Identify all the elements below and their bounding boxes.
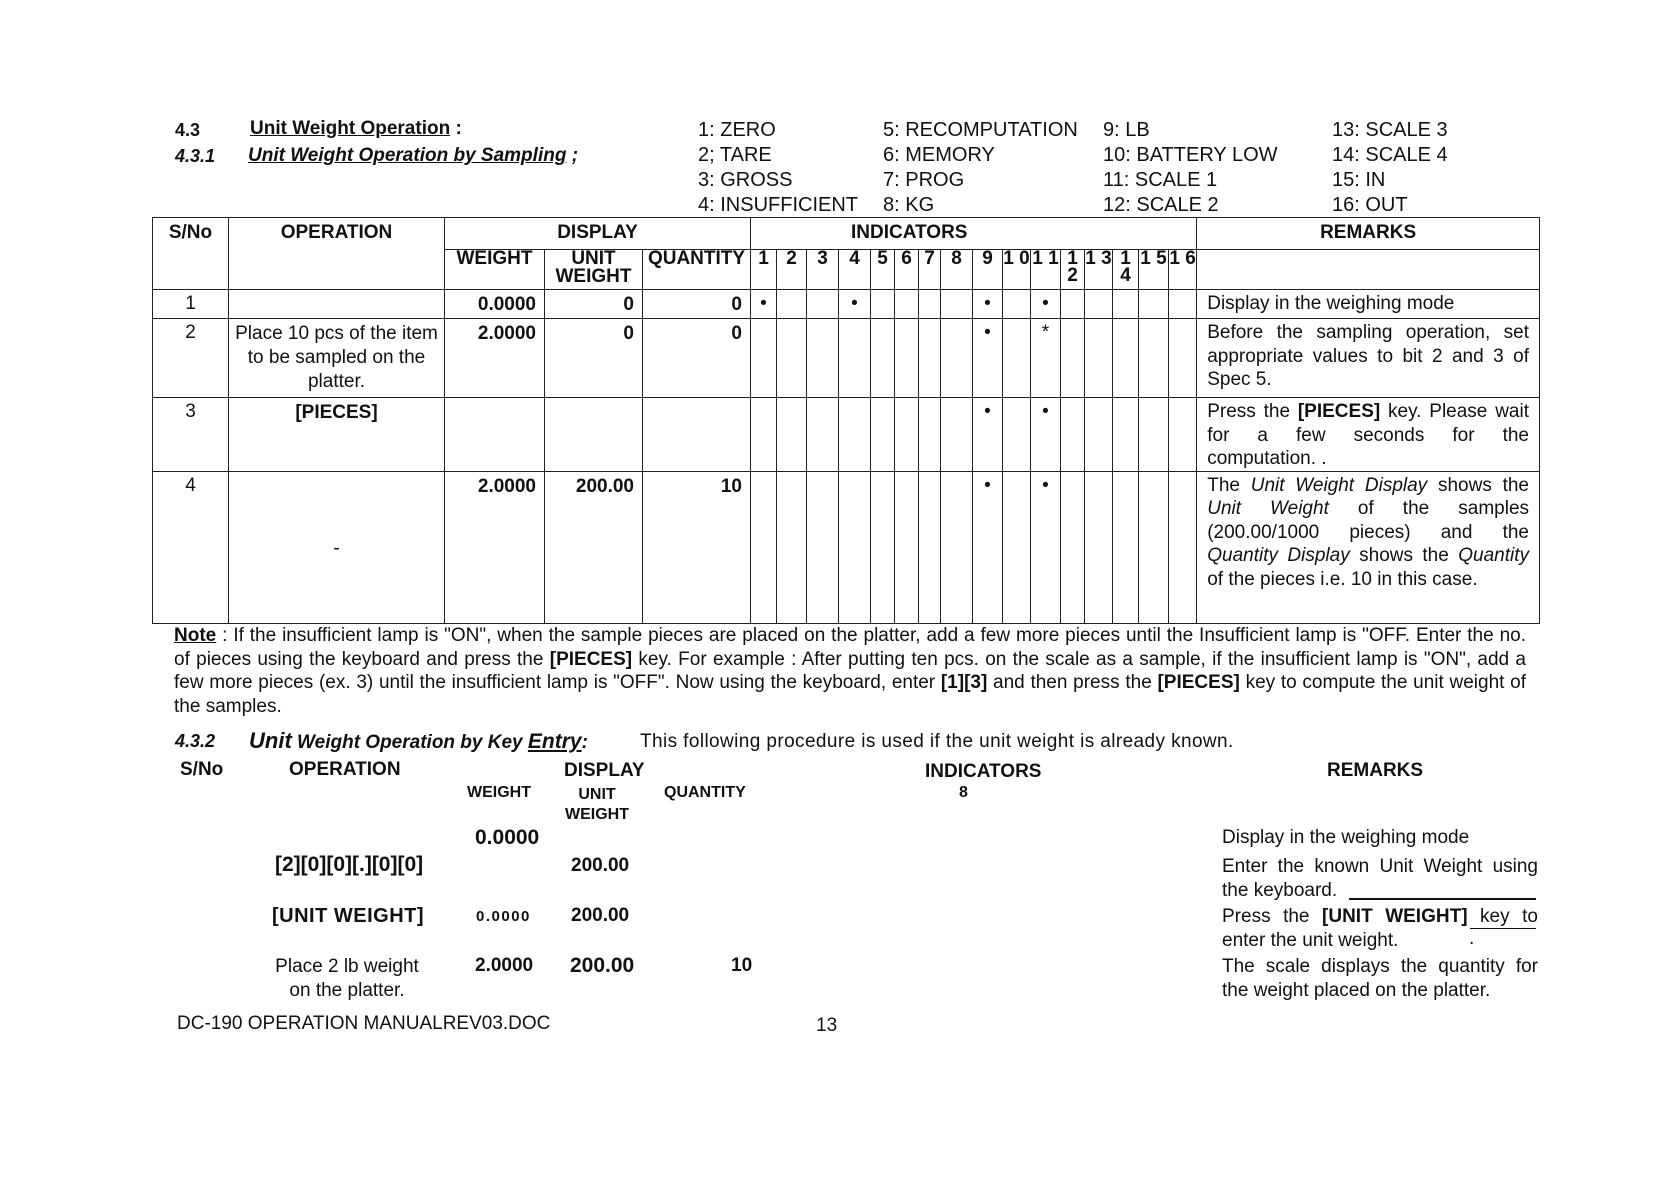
indicator-mark <box>1113 398 1139 472</box>
indicator-mark: • <box>973 471 1003 623</box>
indicator-mark: • <box>751 290 777 319</box>
indicator-mark <box>807 290 839 319</box>
note-key: [1][3] <box>940 672 988 693</box>
note-key: [PIECES] <box>549 648 633 670</box>
indicator-mark <box>1085 290 1113 319</box>
row-sno: 3 <box>153 398 229 472</box>
legend-item: 10: BATTERY LOW <box>1103 144 1278 166</box>
indicator-mark <box>839 398 871 472</box>
section2-title-d: : <box>581 732 588 753</box>
t2-row2-unit-weight: 200.00 <box>571 855 630 876</box>
indicator-mark <box>777 471 807 623</box>
indicator-mark <box>895 290 919 319</box>
legend-item: 11: SCALE 1 <box>1103 169 1218 191</box>
header-weight: WEIGHT <box>445 250 545 290</box>
footer-doc-name: DC-190 OPERATION MANUALREV03.DOC <box>177 1013 551 1034</box>
remark-text: shows the <box>1349 545 1459 566</box>
indicator-mark <box>1169 319 1197 398</box>
indicator-number: 4 <box>839 250 871 290</box>
remark-text: Press the <box>1222 906 1323 927</box>
remark-em: Unit Weight <box>1250 474 1355 496</box>
indicator-mark <box>807 319 839 398</box>
divider <box>1470 928 1536 929</box>
remark-em: Display <box>1364 474 1428 496</box>
row-weight <box>445 398 545 472</box>
indicator-mark <box>919 290 941 319</box>
indicator-mark <box>919 319 941 398</box>
indicator-number: 1 3 <box>1085 250 1113 290</box>
indicator-mark <box>1113 471 1139 623</box>
legend-item: 13: SCALE 3 <box>1332 119 1448 141</box>
indicator-mark <box>1061 471 1085 623</box>
indicator-number: 7 <box>919 250 941 290</box>
table-row <box>153 319 1540 398</box>
row-weight: 2.0000 <box>445 471 545 623</box>
indicator-mark <box>1139 290 1169 319</box>
remark-em: Display <box>1287 545 1350 566</box>
t2-row4-weight: 2.0000 <box>475 955 534 976</box>
subsection-number: 4.3.1 <box>175 146 216 166</box>
t2-row4-unit-weight: 200.00 <box>570 954 635 977</box>
indicator-mark <box>871 319 895 398</box>
indicator-mark <box>919 398 941 472</box>
t2-header-weight: WEIGHT <box>467 784 531 801</box>
section-title <box>250 118 462 140</box>
indicator-number: 6 <box>895 250 919 290</box>
header-sno: S/No <box>153 218 229 290</box>
section2-title-a: Unit <box>249 728 292 753</box>
t2-row3-unit-weight: 200.00 <box>571 905 630 926</box>
remark-text: key to enter the unit weight. <box>1222 906 1538 951</box>
t2-header-unit-weight: UNIT WEIGHT <box>565 786 629 823</box>
indicator-mark <box>1139 471 1169 623</box>
indicator-number: 1 1 <box>1031 250 1061 290</box>
indicator-mark <box>1085 319 1113 398</box>
row-quantity: 0 <box>643 290 751 319</box>
header-operation: OPERATION <box>229 218 445 290</box>
indicator-mark <box>1113 319 1139 398</box>
header-display: DISPLAY <box>445 218 751 250</box>
indicator-mark <box>1061 398 1085 472</box>
t2-row4-operation: Place 2 lb weight on the platter. <box>275 956 419 1001</box>
legend-item: 7: PROG <box>883 169 965 191</box>
t2-header-quantity: QUANTITY <box>664 784 746 801</box>
legend-item: 1: ZERO <box>698 119 776 141</box>
indicator-mark <box>1003 471 1031 623</box>
indicator-mark <box>1003 290 1031 319</box>
remark-em: Unit Weight <box>1207 498 1329 519</box>
note-text: key. For example : After putting ten pcs. on the scale as a sample, if the insufficient lamp is "ON", add a few more pieces (ex. 3) until the insufficient lamp is "OFF". Now using the keyboard, enter <box>174 648 1526 693</box>
indicator-number: 2 <box>777 250 807 290</box>
legend-col-3 <box>1103 118 1278 218</box>
row-remark: Display in the weighing mode <box>1197 290 1540 319</box>
indicator-number: 1 2 <box>1061 250 1085 290</box>
row-weight: 0.0000 <box>445 290 545 319</box>
note-text: key to compute the unit weight of the samples. <box>174 672 1527 717</box>
section-number: 4.3 <box>175 120 201 140</box>
indicator-mark <box>751 398 777 472</box>
row-sno: 1 <box>153 290 229 319</box>
indicator-mark <box>1139 319 1169 398</box>
row-unit-weight: 200.00 <box>545 471 643 623</box>
indicator-mark <box>1061 290 1085 319</box>
legend-col-4 <box>1332 118 1448 218</box>
t2-row4-remark: The scale displays the quantity for the weight placed on the platter. <box>1222 956 1538 1001</box>
legend-item: 5: RECOMPUTATION <box>883 119 1078 141</box>
legend-col-1 <box>698 118 858 218</box>
t2-row3-trailing: . <box>1469 928 1475 949</box>
t2-row2-remark: Enter the known Unit Weight using the keyboard. <box>1222 856 1538 901</box>
indicator-mark: • <box>973 290 1003 319</box>
row-quantity: 10 <box>643 471 751 623</box>
header-quantity: QUANTITY <box>643 250 751 290</box>
remark-text: key. Please wait for a few seconds for the computation. . <box>1207 401 1529 469</box>
section2-intro: This following procedure is used if the unit weight is already known. <box>640 731 1234 752</box>
legend-item: 3: GROSS <box>698 169 793 191</box>
indicator-number: 3 <box>807 250 839 290</box>
indicator-number: 1 5 <box>1139 250 1169 290</box>
indicator-mark <box>1169 471 1197 623</box>
table-row <box>153 471 1540 623</box>
t2-header-sno: S/No <box>180 759 224 780</box>
row-unit-weight <box>545 398 643 472</box>
remark-text: Press the <box>1207 401 1298 422</box>
t2-row3-weight: 0.0000 <box>476 908 531 925</box>
legend-item: 6: MEMORY <box>883 144 995 166</box>
header-unit-weight: UNIT WEIGHT <box>545 250 643 290</box>
remark-text: of the pieces i.e. 10 in this case. <box>1207 568 1478 590</box>
header-remarks: REMARKS <box>1197 218 1540 250</box>
row-sno: 2 <box>153 319 229 398</box>
indicator-mark: • <box>1031 290 1061 319</box>
indicator-number: 1 6 <box>1169 250 1197 290</box>
indicator-number: 5 <box>871 250 895 290</box>
note-key: [PIECES] <box>1157 672 1240 693</box>
table-row <box>153 398 1540 472</box>
remark-em: Quantity <box>1458 545 1529 566</box>
indicator-mark <box>751 319 777 398</box>
t2-row3-operation: [UNIT WEIGHT] <box>272 905 425 927</box>
indicator-mark <box>895 471 919 623</box>
indicator-number: 9 <box>973 250 1003 290</box>
t2-header-remarks: REMARKS <box>1327 760 1424 781</box>
table-row <box>153 290 1540 319</box>
indicator-mark: • <box>973 398 1003 472</box>
remark-text <box>1354 475 1365 496</box>
row-operation <box>229 290 445 319</box>
t2-header-indicator-number: 8 <box>959 784 968 801</box>
indicator-mark <box>1085 398 1113 472</box>
indicator-mark <box>941 398 973 472</box>
legend-item: 8: KG <box>883 194 935 216</box>
indicator-mark: • <box>1031 471 1061 623</box>
header-indicators: INDICATORS <box>751 218 1197 250</box>
row-operation: [PIECES] <box>229 398 445 472</box>
indicator-mark <box>1085 471 1113 623</box>
legend-item: 12: SCALE 2 <box>1103 194 1219 216</box>
indicator-mark <box>777 398 807 472</box>
indicator-mark: * <box>1031 319 1061 398</box>
subsection-end: ; <box>571 145 579 166</box>
indicator-mark <box>871 290 895 319</box>
row-quantity: 0 <box>643 319 751 398</box>
indicator-mark <box>839 471 871 623</box>
indicator-mark <box>1169 398 1197 472</box>
legend-item: 14: SCALE 4 <box>1332 144 1448 166</box>
remark-text: of the samples (200.00/1000 pieces) and the <box>1207 498 1530 543</box>
t2-row1-weight: 0.0000 <box>475 826 540 849</box>
subsection-title <box>248 145 578 167</box>
indicator-mark <box>807 471 839 623</box>
row-unit-weight: 0 <box>545 290 643 319</box>
indicator-number: 1 0 <box>1003 250 1031 290</box>
indicator-mark <box>777 290 807 319</box>
page-number: 13 <box>816 1015 838 1036</box>
indicator-mark <box>1003 398 1031 472</box>
indicator-number: 8 <box>941 250 973 290</box>
t2-row4-quantity: 10 <box>731 955 753 976</box>
legend-item: 16: OUT <box>1332 194 1408 216</box>
indicator-mark <box>895 398 919 472</box>
row-quantity <box>643 398 751 472</box>
t2-row1-remark: Display in the weighing mode <box>1222 827 1470 848</box>
legend-item: 15: IN <box>1332 169 1386 191</box>
indicator-mark: • <box>973 319 1003 398</box>
remark-text <box>1278 545 1287 566</box>
row-remark <box>1197 471 1540 623</box>
row-remark <box>1197 398 1540 472</box>
sampling-table <box>152 217 1540 624</box>
indicator-mark <box>807 398 839 472</box>
indicator-number: 1 4 <box>1113 250 1139 290</box>
section2-title-c: Entry <box>527 730 582 753</box>
indicator-mark <box>919 471 941 623</box>
indicator-mark <box>1061 319 1085 398</box>
section2-title-b: Weight Operation by Key <box>291 732 528 753</box>
t2-header-display: DISPLAY <box>564 760 645 781</box>
indicator-mark <box>941 290 973 319</box>
indicator-mark <box>1169 290 1197 319</box>
indicator-mark <box>1113 290 1139 319</box>
indicator-mark <box>895 319 919 398</box>
note-paragraph <box>174 624 1526 718</box>
indicator-mark <box>941 319 973 398</box>
section2-number: 4.3.2 <box>175 731 216 751</box>
legend-item: 9: LB <box>1103 119 1150 141</box>
subsection-title-text: Unit Weight Operation by Sampling <box>248 145 567 166</box>
legend-col-2 <box>883 118 1078 218</box>
row-unit-weight: 0 <box>545 319 643 398</box>
row-weight: 2.0000 <box>445 319 545 398</box>
section-colon: : <box>455 118 462 139</box>
indicator-mark: • <box>1031 398 1061 472</box>
remark-text: shows the <box>1427 474 1530 496</box>
header-remarks-blank <box>1197 250 1540 290</box>
note-label: Note <box>174 625 217 646</box>
legend-item: 4: INSUFFICIENT <box>698 194 859 216</box>
indicator-mark <box>871 398 895 472</box>
section-title-text: Unit Weight Operation <box>250 118 451 139</box>
remark-key: [PIECES] <box>1297 401 1381 422</box>
section2-title <box>249 728 588 754</box>
indicator-mark <box>941 471 973 623</box>
indicator-number: 1 <box>751 250 777 290</box>
indicator-mark <box>839 319 871 398</box>
indicator-mark <box>1003 319 1031 398</box>
indicator-mark <box>777 319 807 398</box>
remark-em: Quantity <box>1207 545 1278 566</box>
remark-text: The <box>1207 474 1251 496</box>
t2-row2-operation: [2][0][0][.][0][0] <box>275 853 424 876</box>
row-operation: Place 10 pcs of the item to be sampled on the platter. <box>229 319 445 398</box>
indicator-mark <box>751 471 777 623</box>
t2-header-operation: OPERATION <box>289 759 401 780</box>
remark-key: [UNIT WEIGHT] <box>1322 906 1468 927</box>
indicator-mark <box>1139 398 1169 472</box>
row-operation: - <box>229 471 445 623</box>
note-text: : If the insufficient lamp is "ON", when the sample pieces are placed on the platter, add a few more pieces until the Insufficient lamp is "OFF. Enter the no. of pieces using the keyboard and press the <box>174 625 1526 670</box>
t2-header-indicators: INDICATORS <box>925 761 1042 782</box>
note-text: and then press the <box>987 672 1158 693</box>
row-remark: Before the sampling operation, set appropriate values to bit 2 and 3 of Spec 5. <box>1197 319 1540 398</box>
row-sno: 4 <box>153 471 229 623</box>
legend-item: 2; TARE <box>698 144 772 166</box>
divider <box>1349 898 1536 900</box>
indicator-mark <box>871 471 895 623</box>
indicator-mark: • <box>839 290 871 319</box>
